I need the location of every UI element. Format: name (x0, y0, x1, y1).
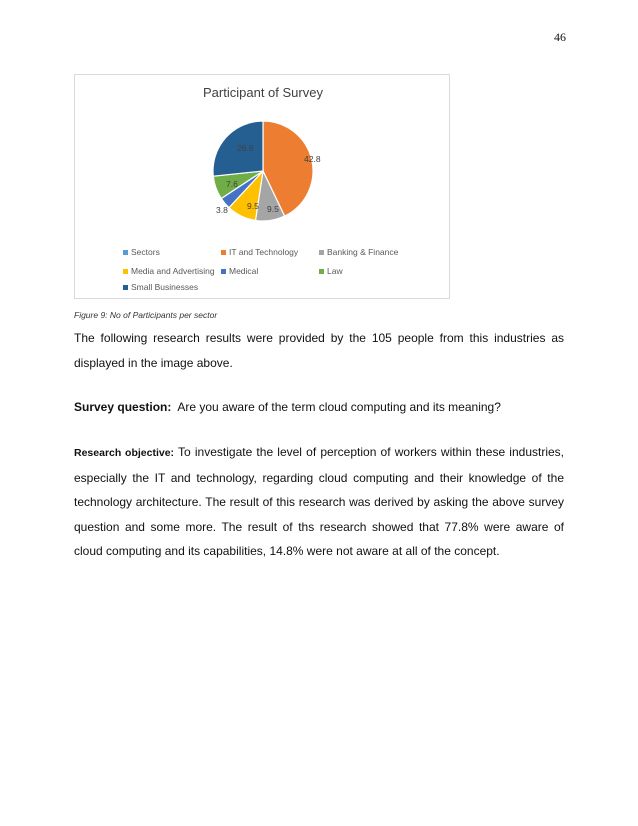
legend-swatch (123, 269, 128, 274)
legend-label: Sectors (131, 247, 160, 257)
legend-swatch (319, 250, 324, 255)
figure-caption: Figure 9: No of Participants per sector (74, 310, 218, 320)
data-label: 3.8 (216, 205, 228, 215)
data-label: 7.6 (226, 179, 238, 189)
research-objective-label: Research objective: (74, 447, 175, 459)
legend-swatch (123, 285, 128, 290)
survey-question-text: Are you aware of the term cloud computing and its meaning? (177, 400, 501, 414)
survey-question (74, 395, 564, 420)
research-objective (74, 440, 564, 564)
legend-item (319, 266, 343, 276)
data-label: 9.5 (247, 201, 259, 211)
legend-label: Medical (229, 266, 259, 276)
data-label: 9.5 (267, 204, 279, 214)
data-label: 26.6 (237, 143, 254, 153)
legend-label: Law (327, 266, 343, 276)
legend-item (123, 247, 160, 257)
legend-item (123, 266, 215, 276)
legend-label: IT and Technology (229, 247, 299, 257)
legend-item (319, 247, 398, 257)
paragraph-results: The following research results were provided by the 105 people from this industries as displayed in the image above. (74, 331, 564, 370)
legend-swatch (123, 250, 128, 255)
legend-item (221, 266, 258, 276)
legend-swatch (319, 269, 324, 274)
pie-chart (74, 74, 450, 299)
legend-item (221, 247, 298, 257)
page-number: 46 (554, 30, 566, 44)
legend-swatch (221, 269, 226, 274)
legend-label: Small Businesses (131, 282, 199, 292)
legend-item (123, 282, 198, 292)
data-label: 42.8 (304, 154, 321, 164)
survey-question-label: Survey question: (74, 400, 172, 414)
legend-label: Banking & Finance (327, 247, 399, 257)
legend-label: Media and Advertising (131, 266, 215, 276)
research-objective-text: To investigate the level of perception of workers within these industries, especially the IT and technology, regarding cloud computing and their knowledge of the technology architecture. The result of this research was derived by asking the above survey question and some more. The result of ths research showed that 77.8% were aware of cloud computing and its capabilities, 14.8% were not aware at all of the concept. (74, 445, 564, 558)
legend-swatch (221, 250, 226, 255)
chart-title: Participant of Survey (203, 85, 323, 100)
chart-legend (75, 75, 451, 300)
